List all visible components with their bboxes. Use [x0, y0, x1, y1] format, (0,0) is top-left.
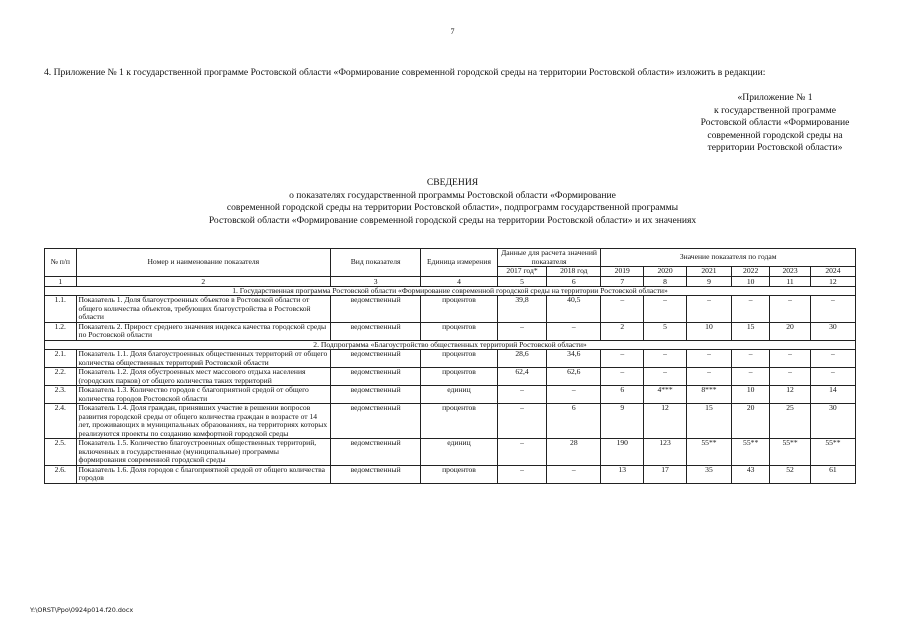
row-value: 10	[686, 322, 731, 340]
section-title: 1. Государственная программа Ростовской области «Формирование современной городской среды на территории Ростовской области»	[45, 286, 856, 296]
header-year: 2023	[770, 267, 811, 277]
table-row	[45, 386, 856, 404]
row-unit: процентов	[421, 296, 498, 323]
row-kind: ведомственный	[331, 296, 421, 323]
row-value: –	[686, 368, 731, 386]
row-unit: процентов	[421, 404, 498, 439]
row-kind: ведомственный	[331, 386, 421, 404]
row-value: 55**	[770, 439, 811, 466]
row-value: 28,6	[497, 350, 547, 368]
row-name: Показатель 1.3. Количество городов с благоприятной средой от общего количества городов Ростовской области	[76, 386, 331, 404]
row-value: –	[686, 350, 731, 368]
row-value: 9	[601, 404, 644, 439]
row-name: Показатель 1.4. Доля граждан, принявших участие в решении вопросов развития городской среды от общего количества граждан в возрасте от 14 лет, проживающих в муниципальных образованиях, на территориях которых реализуются проекты по созданию комфортной городской среды	[76, 404, 331, 439]
row-value: 8***	[686, 386, 731, 404]
row-value: 6	[601, 386, 644, 404]
row-name: Показатель 1.5. Количество благоустроенных общественных территорий, включенных в государственные (муниципальные) программы формирования современной городской среды	[76, 439, 331, 466]
row-value: 4***	[644, 386, 687, 404]
row-num: 2.5.	[45, 439, 77, 466]
row-value: –	[497, 322, 547, 340]
row-value: 5	[644, 322, 687, 340]
row-value: 15	[686, 404, 731, 439]
appendix-line: к государственной программе	[714, 104, 836, 116]
header-year: 2024	[810, 267, 855, 277]
header-year: 2019	[601, 267, 644, 277]
row-value: 20	[770, 322, 811, 340]
row-name: Показатель 1.1. Доля благоустроенных общественных территорий от общего количества общественных территорий Ростовской области	[76, 350, 331, 368]
column-number: 11	[770, 276, 811, 286]
row-value: 30	[810, 404, 855, 439]
row-value: –	[732, 368, 770, 386]
row-value: –	[497, 386, 547, 404]
column-number: 1	[45, 276, 77, 286]
row-name: Показатель 2. Прирост среднего значения индекса качества городской среды по Ростовской области	[76, 322, 331, 340]
table-row	[45, 404, 856, 439]
row-unit: единиц	[421, 386, 498, 404]
row-num: 1.2.	[45, 322, 77, 340]
appendix-line: «Приложение № 1	[737, 92, 813, 103]
row-value: –	[547, 322, 601, 340]
table-row	[45, 350, 856, 368]
heading-line: современной городской среды на территории Ростовской области», подпрограмм государственной программы	[226, 202, 679, 213]
header-values: Значение показателя по годам	[601, 249, 856, 267]
row-value: –	[601, 296, 644, 323]
row-value: 39,8	[497, 296, 547, 323]
row-value: 12	[644, 404, 687, 439]
row-kind: ведомственный	[331, 465, 421, 483]
row-value: 15	[732, 322, 770, 340]
row-kind: ведомственный	[331, 368, 421, 386]
table-row	[45, 296, 856, 323]
heading-line: о показателях государственной программы Ростовской области «Формирование	[289, 189, 616, 201]
row-value: –	[686, 296, 731, 323]
file-path-footer: Y:\ORST\Ppo\0924p014.f20.docx	[30, 606, 134, 614]
row-kind: ведомственный	[331, 350, 421, 368]
column-number: 6	[547, 276, 601, 286]
row-value: 17	[644, 465, 687, 483]
row-value: 28	[547, 439, 601, 466]
header-year: 2022	[732, 267, 770, 277]
row-value: 62,4	[497, 368, 547, 386]
section-title: 2. Подпрограмма «Благоустройство общественных территорий Ростовской области»	[45, 340, 856, 350]
row-kind: ведомственный	[331, 404, 421, 439]
header-num: № п/п	[45, 249, 77, 277]
row-value: 34,6	[547, 350, 601, 368]
row-value: 30	[810, 322, 855, 340]
row-value: 52	[770, 465, 811, 483]
row-unit: процентов	[421, 465, 498, 483]
heading-line: Ростовской области «Формирование современной городской среды на территории Ростовской области» и их значениях	[208, 214, 697, 226]
row-value: 14	[810, 386, 855, 404]
row-value: –	[644, 350, 687, 368]
row-unit: процентов	[421, 350, 498, 368]
intro-paragraph: 4. Приложение № 1 к государственной программе Ростовской области «Формирование современной городской среды на территории Ростовской области» изложить в редакции:	[44, 67, 766, 78]
column-number: 7	[601, 276, 644, 286]
appendix-block	[660, 92, 890, 155]
column-number: 4	[421, 276, 498, 286]
column-number: 12	[810, 276, 855, 286]
row-value: –	[770, 368, 811, 386]
heading-title: СВЕДЕНИЯ	[426, 177, 479, 188]
row-value: 25	[770, 404, 811, 439]
appendix-line: современной городской среды на	[707, 129, 843, 141]
row-value: –	[732, 296, 770, 323]
row-num: 2.1.	[45, 350, 77, 368]
row-value: –	[547, 465, 601, 483]
row-value: 43	[732, 465, 770, 483]
column-number: 2	[76, 276, 331, 286]
row-value: 55**	[686, 439, 731, 466]
row-value: 123	[644, 439, 687, 466]
row-num: 1.1.	[45, 296, 77, 323]
row-value: –	[547, 386, 601, 404]
row-value: 190	[601, 439, 644, 466]
row-kind: ведомственный	[331, 322, 421, 340]
header-year: 2021	[686, 267, 731, 277]
row-num: 2.2.	[45, 368, 77, 386]
header-name: Номер и наименование показателя	[76, 249, 331, 277]
header-year: 2020	[644, 267, 687, 277]
row-value: 40,5	[547, 296, 601, 323]
row-kind: ведомственный	[331, 439, 421, 466]
row-num: 2.4.	[45, 404, 77, 439]
row-value: 10	[732, 386, 770, 404]
column-number: 3	[331, 276, 421, 286]
column-number: 10	[732, 276, 770, 286]
table-row	[45, 368, 856, 386]
header-base: Данные для расчета значений показателя	[497, 249, 601, 267]
row-name: Показатель 1.6. Доля городов с благоприятной средой от общего количества городов	[76, 465, 331, 483]
row-value: 12	[770, 386, 811, 404]
row-unit: единиц	[421, 439, 498, 466]
appendix-line: Ростовской области «Формирование	[700, 117, 850, 128]
header-kind: Вид показателя	[331, 249, 421, 277]
row-value: –	[810, 350, 855, 368]
row-value: –	[810, 368, 855, 386]
column-number: 9	[686, 276, 731, 286]
table-row	[45, 439, 856, 466]
header-year: 2017 год*	[497, 267, 547, 277]
row-value: –	[601, 350, 644, 368]
indicators-table	[44, 248, 856, 484]
row-value: –	[644, 368, 687, 386]
page-number: 7	[450, 27, 455, 36]
document-heading	[0, 177, 905, 227]
column-number: 8	[644, 276, 687, 286]
row-name: Показатель 1.2. Доля обустроенных мест массового отдыха населения (городских парков) от общего количества таких территорий	[76, 368, 331, 386]
row-value: 55**	[732, 439, 770, 466]
row-value: 55**	[810, 439, 855, 466]
row-value: –	[497, 404, 547, 439]
row-value: 35	[686, 465, 731, 483]
appendix-line: территории Ростовской области»	[707, 142, 843, 153]
row-value: –	[810, 296, 855, 323]
row-value: –	[770, 296, 811, 323]
header-year: 2018 год	[547, 267, 601, 277]
row-value: –	[497, 439, 547, 466]
row-value: 62,6	[547, 368, 601, 386]
row-value: 20	[732, 404, 770, 439]
row-value: 13	[601, 465, 644, 483]
column-number-row	[45, 276, 856, 286]
row-unit: процентов	[421, 368, 498, 386]
row-unit: процентов	[421, 322, 498, 340]
row-value: 61	[810, 465, 855, 483]
row-num: 2.3.	[45, 386, 77, 404]
row-value: –	[497, 465, 547, 483]
header-unit: Единица измерения	[421, 249, 498, 277]
row-value: –	[732, 350, 770, 368]
table-row	[45, 322, 856, 340]
row-value: 6	[547, 404, 601, 439]
row-num: 2.6.	[45, 465, 77, 483]
column-number: 5	[497, 276, 547, 286]
row-value: –	[770, 350, 811, 368]
row-value: –	[644, 296, 687, 323]
table-row	[45, 465, 856, 483]
row-value: 2	[601, 322, 644, 340]
row-value: –	[601, 368, 644, 386]
row-name: Показатель 1. Доля благоустроенных объектов в Ростовской области от общего количества объектов, требующих благоустройства в Ростовской области	[76, 296, 331, 323]
